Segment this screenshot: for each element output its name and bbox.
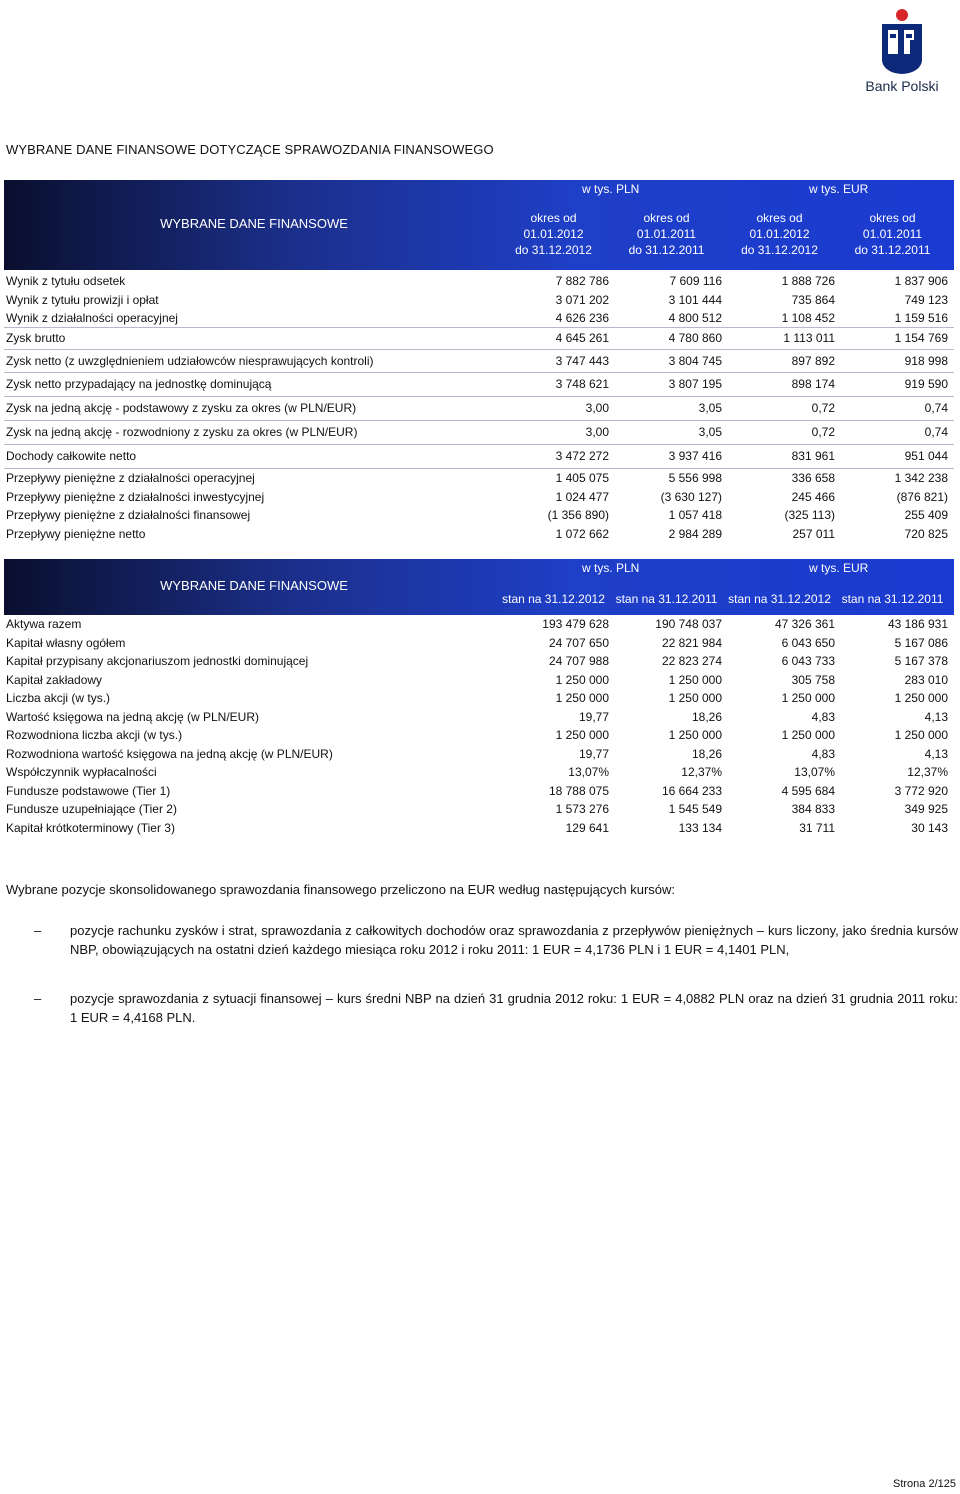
column-header: okres od 01.01.2012 do 31.12.2012	[515, 211, 592, 257]
table-row	[4, 782, 954, 800]
cell-value: 4,13	[924, 710, 948, 724]
cell-value: 22 821 984	[661, 636, 722, 650]
cell-value: 7 609 116	[669, 274, 722, 288]
cell-value: 1 108 452	[781, 311, 835, 325]
page-title: WYBRANE DANE FINANSOWE DOTYCZĄCE SPRAWOZDANIA FINANSOWEGO	[6, 142, 494, 157]
cell-value: 897 892	[791, 354, 835, 368]
cell-value: 6 043 650	[781, 636, 835, 650]
row-label: Dochody całkowite netto	[6, 449, 137, 463]
cell-value: 4,83	[811, 747, 835, 761]
cell-value: 951 044	[904, 449, 948, 463]
cell-value: 305 758	[791, 673, 835, 687]
cell-value: 18 788 075	[548, 784, 609, 798]
cell-value: 4 595 684	[781, 784, 835, 798]
table-row	[4, 525, 954, 544]
section-title: WYBRANE DANE FINANSOWE	[160, 216, 348, 231]
cell-value: (3 630 127)	[660, 490, 722, 504]
cell-value: 13,07%	[568, 765, 609, 779]
cell-value: 1 154 769	[894, 331, 948, 345]
table-row	[4, 800, 954, 819]
balance-table-header	[4, 559, 954, 615]
cell-value: 3 747 443	[555, 354, 609, 368]
cell-value: 255 409	[904, 508, 948, 522]
cell-value: 1 250 000	[668, 673, 722, 687]
bullet-text: pozycje rachunku zysków i strat, sprawozdania z całkowitych dochodów oraz sprawozdania z przepływów pieniężnych – kurs liczony, jako średnia kursów NBP, obowiązujących na ostatni dzień każdego miesiąca roku 2012 i roku 2011: 1 EUR = 4,1736 PLN i 1 EUR = 4,1401 PLN,	[70, 923, 958, 957]
row-label: Kapitał zakładowy	[6, 673, 103, 687]
row-label: Zysk netto przypadający na jednostkę dominującą	[6, 377, 272, 391]
table-row	[4, 291, 954, 309]
column-header: stan na 31.12.2011	[615, 592, 718, 606]
row-label: Fundusze uzupełniające (Tier 2)	[6, 802, 177, 816]
table-row	[4, 372, 954, 396]
table-row	[4, 634, 954, 652]
cell-value: 3 748 621	[555, 377, 609, 391]
table-row	[4, 468, 954, 488]
bullet-dash: –	[34, 991, 42, 1006]
cell-value: 193 479 628	[542, 617, 609, 631]
table-row	[4, 420, 954, 444]
table-row	[4, 506, 954, 525]
table-row	[4, 671, 954, 689]
row-label: Przepływy pieniężne z działalności finansowej	[6, 508, 251, 522]
group-eur: w tys. EUR	[809, 182, 869, 196]
cell-value: 349 925	[904, 802, 948, 816]
row-label: Kapitał krótkoterminowy (Tier 3)	[6, 821, 175, 835]
table-row	[4, 726, 954, 745]
row-label: Rozwodniona wartość księgowa na jedną akcję (w PLN/EUR)	[6, 747, 333, 761]
row-label: Zysk na jedną akcję - podstawowy z zysku za okres (w PLN/EUR)	[6, 401, 357, 415]
cell-value: 7 882 786	[555, 274, 609, 288]
cell-value: 12,37%	[681, 765, 722, 779]
cell-value: 4 800 512	[668, 311, 722, 325]
table-row	[4, 763, 954, 782]
cell-value: 4 645 261	[555, 331, 609, 345]
cell-value: 1 250 000	[894, 691, 948, 705]
cell-value: 18,26	[691, 747, 722, 761]
cell-value: 1 405 075	[555, 471, 609, 485]
cell-value: 30 143	[911, 821, 948, 835]
column-header: okres od 01.01.2011 do 31.12.2011	[854, 211, 931, 257]
cell-value: 720 825	[904, 527, 948, 541]
row-label: Fundusze podstawowe (Tier 1)	[6, 784, 171, 798]
row-label: Zysk brutto	[6, 331, 66, 345]
column-header: okres od 01.01.2012 do 31.12.2012	[741, 211, 818, 257]
cell-value: 190 748 037	[655, 617, 722, 631]
income-table-body	[4, 270, 954, 544]
cell-value: 43 186 931	[887, 617, 948, 631]
cell-value: 1 250 000	[781, 728, 835, 742]
cell-value: 1 250 000	[668, 728, 722, 742]
table-row	[4, 444, 954, 468]
cell-value: 1 250 000	[555, 691, 609, 705]
pko-logo-icon	[876, 6, 928, 76]
conversion-note: Wybrane pozycje skonsolidowanego sprawozdania finansowego przeliczono na EUR według następujących kursów:	[6, 882, 676, 897]
cell-value: 1 545 549	[668, 802, 722, 816]
group-pln: w tys. PLN	[582, 561, 640, 575]
income-table	[4, 180, 954, 544]
cell-value: 749 123	[904, 293, 948, 307]
cell-value: 1 024 477	[555, 490, 609, 504]
cell-value: 1 573 276	[555, 802, 609, 816]
income-table-header	[4, 180, 954, 270]
cell-value: 133 134	[678, 821, 722, 835]
table-row	[4, 488, 954, 506]
table-row	[4, 309, 954, 327]
cell-value: 4,13	[924, 747, 948, 761]
cell-value: 0,72	[811, 425, 835, 439]
bullet-text: pozycje sprawozdania z sytuacji finansowej – kurs średni NBP na dzień 31 grudnia 2012 roku: 1 EUR = 4,0882 PLN oraz na dzień 31 grudnia 2011 roku: 1 EUR = 4,4168 PLN.	[70, 991, 958, 1025]
brand-name: Bank Polski	[865, 78, 939, 94]
cell-value: 5 167 086	[894, 636, 948, 650]
cell-value: 3 071 202	[555, 293, 609, 307]
cell-value: 4 780 860	[668, 331, 722, 345]
column-header: okres od 01.01.2011 do 31.12.2011	[628, 211, 705, 257]
cell-value: 0,72	[811, 401, 835, 415]
column-header: stan na 31.12.2011	[841, 592, 944, 606]
cell-value: 1 837 906	[894, 274, 948, 288]
cell-value: 384 833	[791, 802, 835, 816]
cell-value: 1 159 516	[894, 311, 948, 325]
cell-value: 22 823 274	[661, 654, 722, 668]
cell-value: 257 011	[792, 527, 835, 541]
column-header: stan na 31.12.2012	[728, 592, 831, 606]
cell-value: 1 250 000	[555, 673, 609, 687]
cell-value: 3,05	[698, 425, 722, 439]
table-row	[4, 272, 954, 291]
row-label: Wynik z tytułu odsetek	[6, 274, 126, 288]
cell-value: 12,37%	[907, 765, 948, 779]
cell-value: 0,74	[924, 401, 948, 415]
cell-value: 3 101 444	[668, 293, 722, 307]
cell-value: 3 472 272	[555, 449, 609, 463]
cell-value: 5 167 378	[894, 654, 948, 668]
row-label: Przepływy pieniężne netto	[6, 527, 146, 541]
cell-value: 24 707 650	[548, 636, 609, 650]
cell-value: 3 804 745	[668, 354, 722, 368]
cell-value: 4 626 236	[555, 311, 609, 325]
row-label: Aktywa razem	[6, 617, 82, 631]
cell-value: 19,77	[578, 747, 609, 761]
cell-value: 13,07%	[794, 765, 835, 779]
cell-value: 3 807 195	[668, 377, 722, 391]
cell-value: 1 342 238	[894, 471, 948, 485]
table-row	[4, 819, 954, 837]
table-row	[4, 327, 954, 349]
row-label: Kapitał własny ogółem	[6, 636, 126, 650]
cell-value: 245 466	[791, 490, 835, 504]
cell-value: 831 961	[791, 449, 835, 463]
group-pln: w tys. PLN	[582, 182, 640, 196]
row-label: Wynik z działalności operacyjnej	[6, 311, 178, 325]
cell-value: 283 010	[904, 673, 948, 687]
table-row	[4, 396, 954, 420]
cell-value: 1 250 000	[781, 691, 835, 705]
row-label: Współczynnik wypłacalności	[6, 765, 157, 779]
cell-value: 4,83	[811, 710, 835, 724]
cell-value: 3,00	[585, 401, 609, 415]
cell-value: 47 326 361	[774, 617, 835, 631]
row-label: Liczba akcji (w tys.)	[6, 691, 111, 705]
row-label: Zysk na jedną akcję - rozwodniony z zysku za okres (w PLN/EUR)	[6, 425, 358, 439]
cell-value: 918 998	[904, 354, 948, 368]
cell-value: 1 250 000	[668, 691, 722, 705]
cell-value: 1 057 418	[668, 508, 722, 522]
row-label: Przepływy pieniężne z działalności inwestycyjnej	[6, 490, 265, 504]
cell-value: 129 641	[565, 821, 609, 835]
table-row	[4, 708, 954, 726]
table-row	[4, 689, 954, 708]
table-row	[4, 652, 954, 671]
cell-value: 1 250 000	[555, 728, 609, 742]
row-label: Wartość księgowa na jedną akcję (w PLN/EUR)	[6, 710, 259, 724]
column-header: stan na 31.12.2012	[502, 592, 605, 606]
section-title: WYBRANE DANE FINANSOWE	[160, 578, 348, 593]
brand-logo	[852, 6, 952, 94]
row-label: Przepływy pieniężne z działalności operacyjnej	[6, 471, 255, 485]
cell-value: 3,05	[698, 401, 722, 415]
cell-value: 2 984 289	[668, 527, 722, 541]
cell-value: 18,26	[691, 710, 722, 724]
cell-value: (1 356 890)	[547, 508, 609, 522]
cell-value: 1 113 011	[783, 331, 835, 345]
balance-table-body	[4, 615, 954, 837]
cell-value: 5 556 998	[668, 471, 722, 485]
cell-value: (876 821)	[896, 490, 948, 504]
cell-value: 0,74	[924, 425, 948, 439]
cell-value: 3 772 920	[894, 784, 948, 798]
cell-value: 919 590	[904, 377, 948, 391]
table-row	[4, 349, 954, 372]
row-label: Zysk netto (z uwzględnieniem udziałowców niesprawujących kontroli)	[6, 354, 374, 368]
cell-value: 1 072 662	[555, 527, 609, 541]
row-label: Kapitał przypisany akcjonariuszom jednostki dominującej	[6, 654, 309, 668]
cell-value: 19,77	[578, 710, 609, 724]
row-label: Rozwodniona liczba akcji (w tys.)	[6, 728, 183, 742]
cell-value: 735 864	[791, 293, 835, 307]
cell-value: 31 711	[799, 821, 835, 835]
cell-value: 336 658	[791, 471, 835, 485]
balance-table	[4, 559, 954, 837]
cell-value: 6 043 733	[781, 654, 835, 668]
bullet-dash: –	[34, 923, 42, 938]
cell-value: 1 250 000	[894, 728, 948, 742]
cell-value: 3,00	[585, 425, 609, 439]
row-label: Wynik z tytułu prowizji i opłat	[6, 293, 159, 307]
group-eur: w tys. EUR	[809, 561, 869, 575]
cell-value: 3 937 416	[668, 449, 722, 463]
table-row	[4, 745, 954, 763]
cell-value: 24 707 988	[548, 654, 609, 668]
cell-value: 16 664 233	[661, 784, 722, 798]
cell-value: (325 113)	[784, 508, 835, 522]
page-number: Strona 2/125	[893, 1478, 956, 1490]
cell-value: 898 174	[791, 377, 835, 391]
table-row	[4, 615, 954, 634]
cell-value: 1 888 726	[781, 274, 835, 288]
